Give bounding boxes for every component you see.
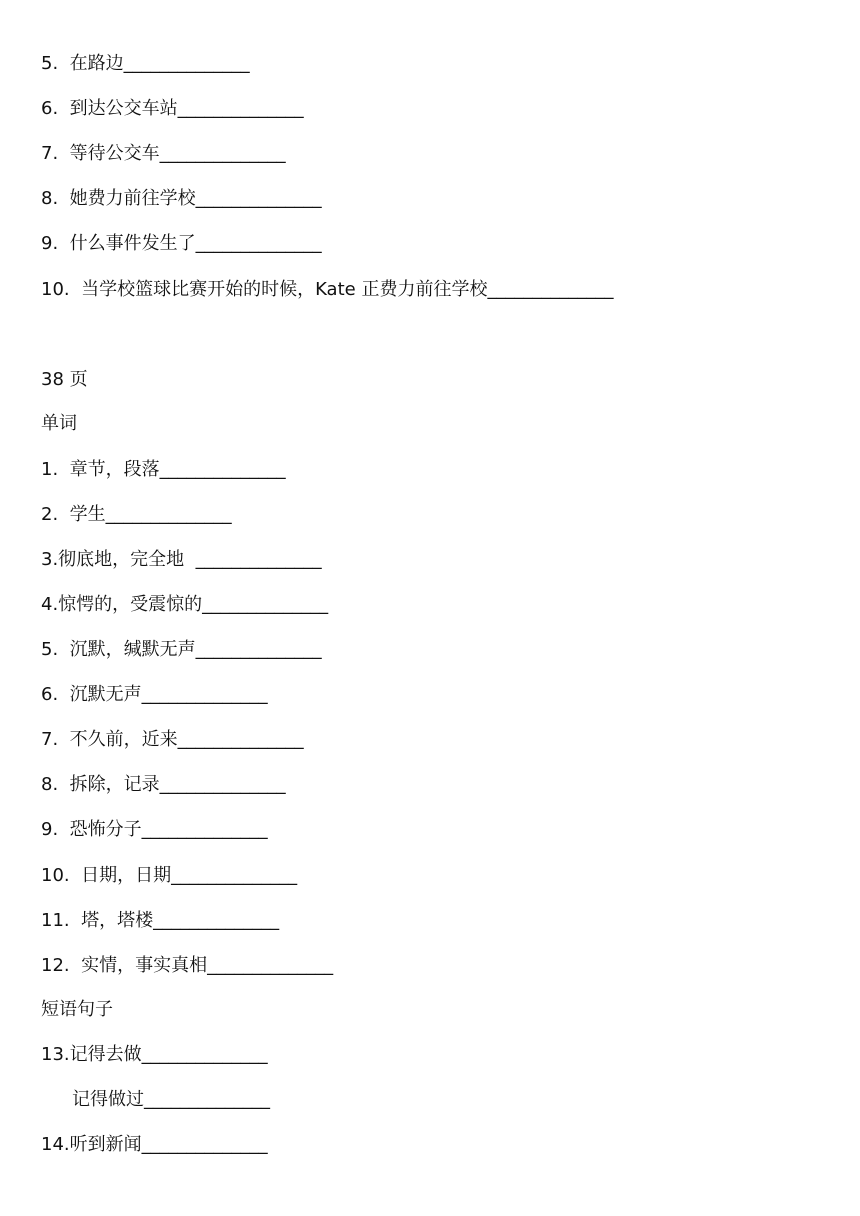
list-item: 1. 章节，段落______________ — [41, 459, 286, 480]
list-item: 9. 恐怖分子______________ — [41, 819, 268, 840]
list-item: 6. 沉默无声______________ — [41, 684, 268, 705]
list-item: 14.听到新闻______________ — [41, 1134, 268, 1155]
list-item: 13.记得去做______________ — [41, 1044, 268, 1065]
section-heading-words: 单词 — [41, 413, 77, 434]
list-item: 2. 学生______________ — [41, 504, 232, 525]
list-item: 4.惊愕的，受震惊的______________ — [41, 594, 329, 615]
list-item: 3.彻底地，完全地 ______________ — [41, 549, 322, 570]
list-item: 5. 沉默，缄默无声______________ — [41, 639, 322, 660]
list-item: 10. 当学校篮球比赛开始的时候，Kate 正费力前往学校______________ — [41, 279, 614, 300]
list-item: 8. 她费力前往学校______________ — [41, 188, 322, 209]
list-item: 12. 实情，事实真相______________ — [41, 955, 334, 976]
section-heading-phrases: 短语句子 — [41, 999, 113, 1020]
list-item: 6. 到达公交车站______________ — [41, 98, 304, 119]
list-item: 5. 在路边______________ — [41, 53, 250, 74]
list-item: 记得做过______________ — [72, 1089, 270, 1110]
list-item: 8. 拆除，记录______________ — [41, 774, 286, 795]
list-item: 7. 不久前，近来______________ — [41, 729, 304, 750]
list-item: 9. 什么事件发生了______________ — [41, 233, 322, 254]
list-item: 10. 日期，日期______________ — [41, 865, 298, 886]
list-item: 7. 等待公交车______________ — [41, 143, 286, 164]
page-label: 38 页 — [41, 369, 88, 390]
list-item: 11. 塔，塔楼______________ — [41, 910, 280, 931]
